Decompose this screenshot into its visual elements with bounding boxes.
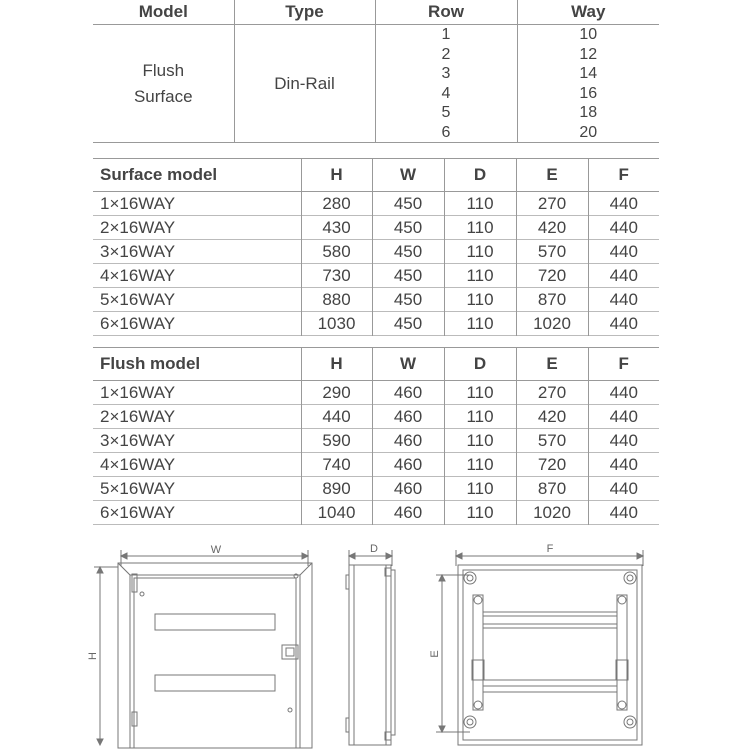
surface-header-e: E	[516, 159, 588, 192]
surface-cell-f: 440	[588, 288, 659, 312]
surface-row	[93, 288, 659, 312]
back-view-drawing	[429, 543, 643, 745]
way-value: 10	[579, 26, 598, 43]
surface-cell-d: 110	[444, 240, 516, 264]
flush-cell-w: 460	[372, 381, 444, 405]
surface-cell-d: 110	[444, 264, 516, 288]
spec-header-model: Model	[93, 0, 234, 25]
flush-header-w: W	[372, 348, 444, 381]
surface-cell-h: 580	[301, 240, 372, 264]
surface-cell-e: 420	[516, 216, 588, 240]
surface-table-body	[93, 192, 659, 336]
flush-cell-f: 440	[588, 429, 659, 453]
spec-model-flush: Flush	[142, 60, 185, 80]
flush-cell-f: 440	[588, 381, 659, 405]
flush-cell-h: 890	[301, 477, 372, 501]
spec-type-cell: Din-Rail	[234, 25, 375, 143]
spec-header-row-label: Row	[375, 0, 517, 25]
spec-model-cell	[93, 25, 234, 143]
flush-cell-f: 440	[588, 453, 659, 477]
flush-cell-d: 110	[444, 429, 516, 453]
flush-cell-model: 1×16WAY	[100, 382, 176, 402]
surface-cell-model: 5×16WAY	[100, 289, 176, 309]
surface-row	[93, 264, 659, 288]
flush-cell-model: 3×16WAY	[100, 430, 176, 450]
flush-header-h: H	[301, 348, 372, 381]
surface-cell-e: 1020	[516, 312, 588, 336]
row-value: 2	[441, 45, 451, 63]
flush-cell-w: 460	[372, 429, 444, 453]
way-value: 16	[579, 84, 598, 102]
spec-table	[93, 0, 659, 143]
flush-model-table	[93, 347, 659, 525]
flush-cell-model: 2×16WAY	[100, 406, 176, 426]
flush-header-row	[93, 348, 659, 381]
surface-cell-h: 280	[301, 192, 372, 216]
surface-row	[93, 216, 659, 240]
surface-header-d: D	[444, 159, 516, 192]
flush-cell-e: 570	[516, 429, 588, 453]
flush-header-e: E	[516, 348, 588, 381]
side-view-drawing	[346, 543, 395, 745]
surface-cell-e: 570	[516, 240, 588, 264]
surface-cell-e: 270	[516, 192, 588, 216]
flush-row	[93, 381, 659, 405]
flush-cell-e: 420	[516, 405, 588, 429]
flush-cell-e: 870	[516, 477, 588, 501]
spec-body-row	[93, 25, 659, 143]
surface-header-h: H	[301, 159, 372, 192]
surface-cell-model: 3×16WAY	[100, 241, 176, 261]
surface-cell-model: 2×16WAY	[100, 217, 176, 237]
spec-ways-cell	[517, 25, 659, 143]
spec-rows-cell	[375, 25, 517, 143]
surface-cell-w: 450	[372, 312, 444, 336]
flush-cell-model: 5×16WAY	[100, 478, 176, 498]
surface-cell-e: 870	[516, 288, 588, 312]
flush-table-body	[93, 381, 659, 525]
flush-row	[93, 405, 659, 429]
flush-cell-w: 460	[372, 453, 444, 477]
back-height-label: E	[429, 650, 441, 658]
front-view-drawing	[87, 544, 312, 748]
flush-cell-w: 460	[372, 501, 444, 525]
flush-cell-e: 720	[516, 453, 588, 477]
surface-row	[93, 192, 659, 216]
surface-cell-model: 6×16WAY	[100, 313, 176, 333]
surface-cell-h: 1030	[301, 312, 372, 336]
surface-cell-w: 450	[372, 264, 444, 288]
flush-row	[93, 453, 659, 477]
surface-header-row	[93, 159, 659, 192]
surface-header-model: Surface model	[100, 165, 218, 184]
surface-cell-f: 440	[588, 192, 659, 216]
surface-cell-f: 440	[588, 264, 659, 288]
row-value: 3	[441, 65, 451, 82]
front-width-label: W	[210, 544, 222, 556]
flush-cell-h: 740	[301, 453, 372, 477]
surface-row	[93, 240, 659, 264]
flush-cell-d: 110	[444, 405, 516, 429]
surface-model-table	[93, 158, 659, 336]
surface-cell-f: 440	[588, 216, 659, 240]
side-depth-label: D	[370, 543, 378, 555]
surface-cell-f: 440	[588, 240, 659, 264]
front-height-label: H	[87, 652, 99, 660]
surface-cell-d: 110	[444, 192, 516, 216]
row-value: 4	[441, 84, 451, 102]
way-value: 14	[579, 65, 598, 82]
technical-drawings	[0, 530, 750, 750]
surface-row	[93, 312, 659, 336]
flush-cell-d: 110	[444, 501, 516, 525]
spec-header-row	[93, 0, 659, 25]
way-value: 18	[579, 104, 598, 121]
flush-cell-h: 590	[301, 429, 372, 453]
surface-cell-f: 440	[588, 312, 659, 336]
surface-cell-h: 430	[301, 216, 372, 240]
surface-cell-w: 450	[372, 288, 444, 312]
flush-header-model: Flush model	[100, 354, 201, 373]
surface-header-w: W	[372, 159, 444, 192]
way-value: 12	[579, 45, 598, 63]
surface-cell-w: 450	[372, 216, 444, 240]
surface-cell-model: 1×16WAY	[100, 193, 176, 213]
flush-cell-h: 1040	[301, 501, 372, 525]
flush-row	[93, 501, 659, 525]
flush-cell-f: 440	[588, 405, 659, 429]
flush-cell-d: 110	[444, 477, 516, 501]
flush-cell-model: 4×16WAY	[100, 454, 176, 474]
surface-cell-w: 450	[372, 192, 444, 216]
flush-cell-model: 6×16WAY	[100, 502, 176, 522]
row-value: 1	[441, 26, 451, 43]
surface-header-f: F	[588, 159, 659, 192]
surface-cell-d: 110	[444, 312, 516, 336]
flush-header-d: D	[444, 348, 516, 381]
flush-cell-f: 440	[588, 501, 659, 525]
flush-cell-w: 460	[372, 405, 444, 429]
surface-cell-model: 4×16WAY	[100, 265, 176, 285]
surface-cell-d: 110	[444, 288, 516, 312]
surface-cell-e: 720	[516, 264, 588, 288]
flush-cell-h: 440	[301, 405, 372, 429]
surface-cell-h: 880	[301, 288, 372, 312]
surface-cell-h: 730	[301, 264, 372, 288]
row-value: 5	[441, 104, 451, 121]
flush-cell-d: 110	[444, 453, 516, 477]
spec-model-surface: Surface	[133, 86, 193, 106]
flush-cell-h: 290	[301, 381, 372, 405]
flush-cell-f: 440	[588, 477, 659, 501]
flush-header-f: F	[588, 348, 659, 381]
surface-cell-d: 110	[444, 216, 516, 240]
flush-row	[93, 429, 659, 453]
surface-cell-w: 450	[372, 240, 444, 264]
way-value: 20	[579, 123, 598, 141]
flush-row	[93, 477, 659, 501]
flush-cell-e: 270	[516, 381, 588, 405]
flush-cell-w: 460	[372, 477, 444, 501]
flush-cell-e: 1020	[516, 501, 588, 525]
back-width-label: F	[546, 543, 554, 555]
row-value: 6	[441, 123, 451, 141]
spec-header-way: Way	[517, 0, 659, 25]
spec-header-type: Type	[234, 0, 375, 25]
flush-cell-d: 110	[444, 381, 516, 405]
